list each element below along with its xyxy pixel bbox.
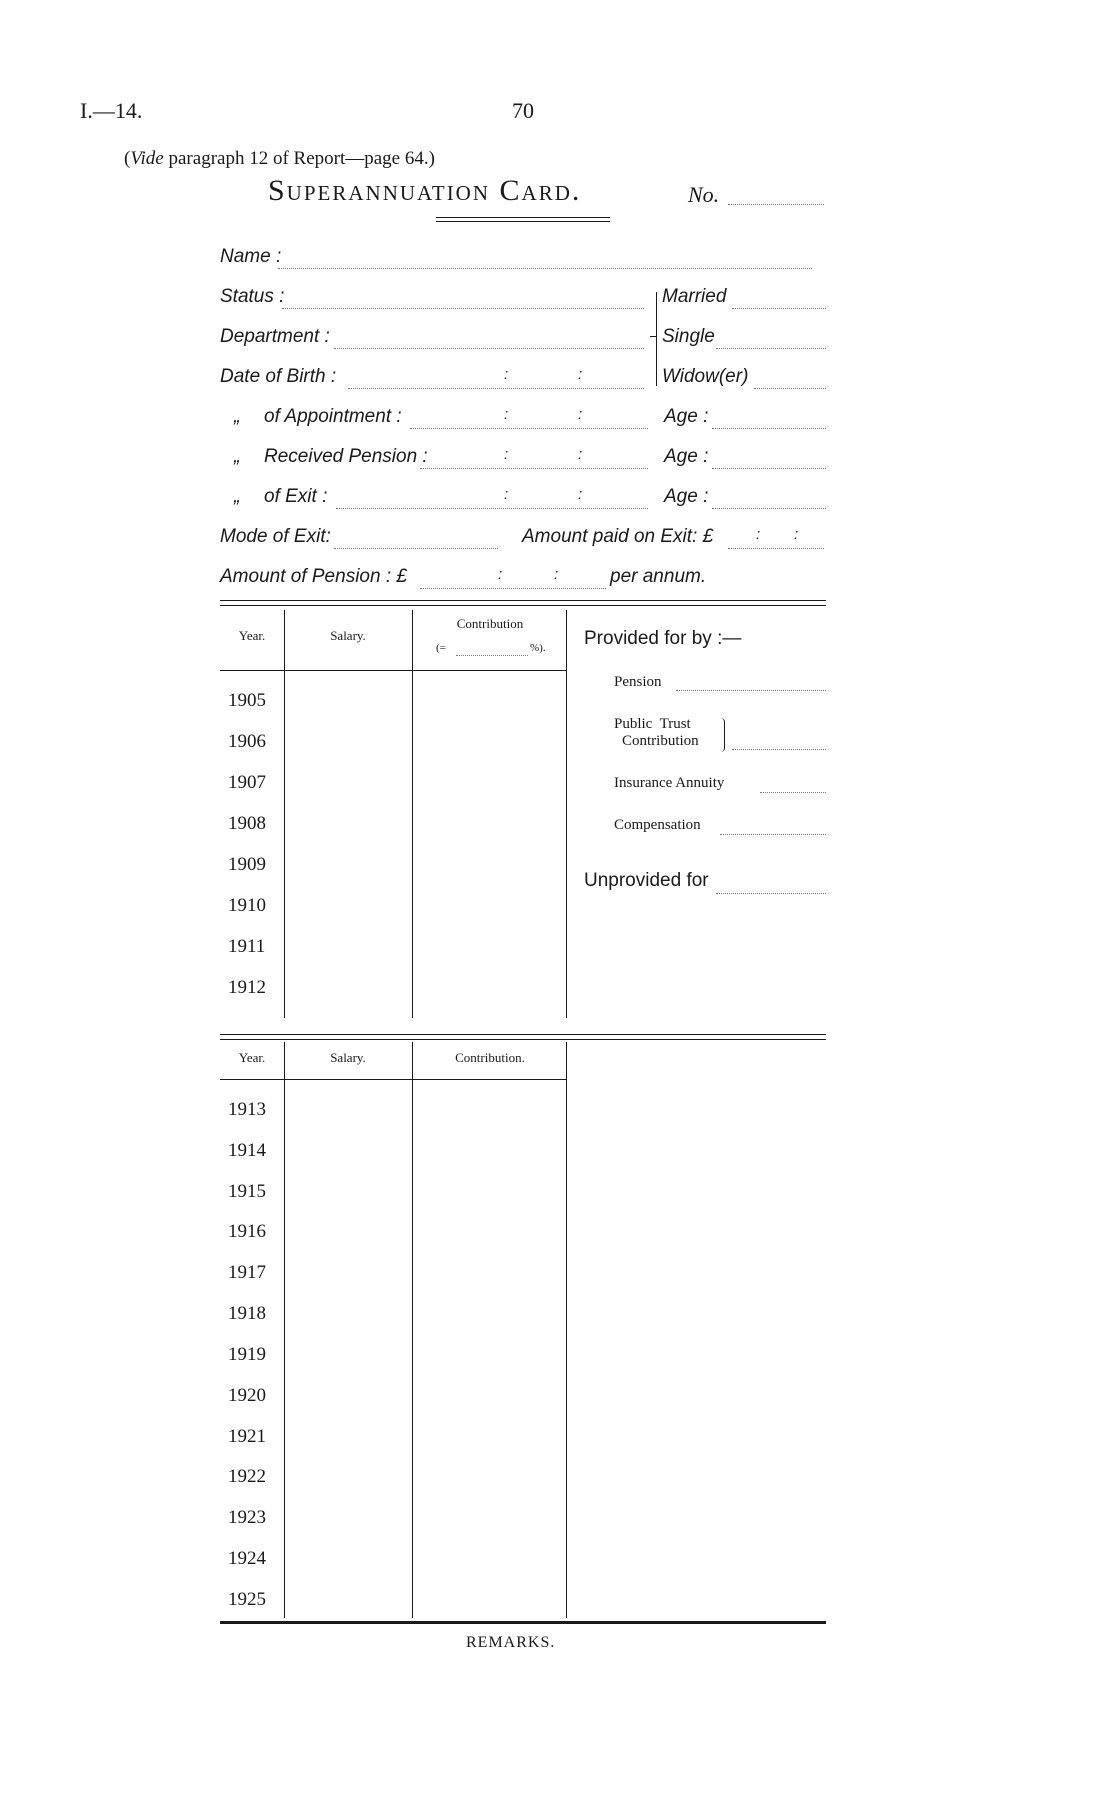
public-trust-label-2: Contribution [622, 733, 699, 749]
table2-salary-header: Salary. [330, 1050, 366, 1065]
vide-open: ( [124, 148, 131, 169]
pension-dots [676, 690, 826, 691]
appointment-label: of Appointment : [264, 406, 402, 427]
table2-year-header: Year. [238, 1050, 266, 1065]
table1-salary-header: Salary. [330, 628, 366, 643]
table2-year: 1924 [228, 1548, 266, 1569]
status-dots [282, 308, 644, 309]
table1-top-rule-2 [220, 605, 826, 606]
table1-year: 1907 [228, 772, 266, 793]
per-annum-label: per annum. [610, 566, 707, 587]
table2-year: 1925 [228, 1589, 266, 1610]
widow-label: Widow(er) [662, 366, 749, 387]
married-label: Married [662, 286, 727, 307]
compensation-label: Compensation [614, 817, 701, 833]
unprovided-for-label: Unprovided for [584, 870, 709, 891]
pension-age-dots [712, 468, 826, 469]
title-rule-2 [436, 221, 610, 222]
insurance-annuity-label: Insurance Annuity [614, 775, 725, 791]
appointment-dots [410, 428, 648, 429]
table1-header-rule [220, 670, 566, 671]
amount-of-pension-dots [420, 588, 606, 589]
table2-year: 1913 [228, 1099, 266, 1120]
name-label: Name : [220, 246, 282, 267]
public-trust-dots [732, 749, 826, 750]
name-dots [278, 268, 812, 269]
table1-year: 1910 [228, 895, 266, 916]
received-pension-dots [420, 468, 648, 469]
appointment-age-label: Age : [664, 406, 709, 427]
pension-colon-2: : [578, 446, 583, 463]
received-pension-label: Received Pension : [264, 446, 428, 467]
single-dots [716, 348, 826, 349]
of-exit-label: of Exit : [264, 486, 328, 507]
amount-paid-dots [728, 548, 824, 549]
amount-of-pension-label: Amount of Pension : £ [220, 566, 407, 587]
of-exit-dots [336, 508, 648, 509]
page-reference: I.—14. [80, 98, 143, 123]
card-number-dots [728, 204, 824, 205]
table1-year: 1909 [228, 854, 266, 875]
widow-dots [754, 388, 826, 389]
table1-year: 1908 [228, 813, 266, 834]
table2-year: 1920 [228, 1385, 266, 1406]
table1-contribution-rate-open: (= [436, 642, 446, 654]
paid-colon-2: : [794, 526, 799, 543]
department-label: Department : [220, 326, 330, 347]
vide-note [124, 148, 435, 170]
vide-word: Vide [130, 148, 164, 169]
table2-year: 1915 [228, 1181, 266, 1202]
table1-year: 1906 [228, 731, 266, 752]
table1-col-1 [284, 610, 285, 1018]
remarks-heading: REMARKS. [466, 1634, 556, 1651]
paid-colon-1: : [756, 526, 761, 543]
table2-year: 1914 [228, 1140, 266, 1161]
table2-year: 1918 [228, 1303, 266, 1324]
amount-pension-colon-1: : [498, 566, 503, 583]
exit-colon-1: : [504, 486, 509, 503]
ditto-pension: „ [234, 446, 241, 467]
pension-label: Pension [614, 674, 662, 690]
single-label: Single [662, 326, 715, 347]
table1-col-2 [412, 610, 413, 1018]
table2-top-rule-1 [220, 1034, 826, 1035]
marital-brace-tick [650, 336, 657, 337]
ditto-appointment: „ [234, 406, 241, 427]
table1-col-3 [566, 610, 567, 1018]
table2-top-rule-2 [220, 1039, 826, 1040]
amount-paid-on-exit-label: Amount paid on Exit: £ [522, 526, 714, 547]
vide-rest: paragraph 12 of Report—page 64.) [163, 148, 435, 169]
mode-of-exit-label: Mode of Exit: [220, 526, 331, 547]
unprovided-for-dots [716, 893, 826, 894]
date-of-birth-dots [348, 388, 644, 389]
table2-col-1 [284, 1042, 285, 1618]
appointment-colon-2: : [578, 406, 583, 423]
compensation-dots [720, 834, 826, 835]
appointment-age-dots [712, 428, 826, 429]
table2-header-rule [220, 1079, 566, 1080]
table2-year: 1921 [228, 1426, 266, 1447]
provided-for-title: Provided for by :— [584, 628, 742, 649]
insurance-annuity-dots [760, 792, 826, 793]
appointment-colon-1: : [504, 406, 509, 423]
public-trust-brace [721, 718, 725, 752]
ditto-exit: „ [234, 486, 241, 507]
public-trust-label-1: Public Trust [614, 716, 691, 732]
page-title: Superannuation Card. [268, 174, 582, 207]
amount-pension-colon-2: : [554, 566, 559, 583]
table1-top-rule-1 [220, 600, 826, 601]
mode-of-exit-dots [334, 548, 498, 549]
title-rule-1 [436, 217, 610, 218]
table2-year: 1916 [228, 1221, 266, 1242]
exit-colon-2: : [578, 486, 583, 503]
table1-year: 1911 [228, 936, 266, 957]
table2-bottom-rule [220, 1621, 826, 1624]
department-dots [334, 348, 644, 349]
pension-colon-1: : [504, 446, 509, 463]
page-number: 70 [512, 98, 534, 123]
dob-colon-2: : [578, 366, 583, 383]
table2-year: 1923 [228, 1507, 266, 1528]
table1-contribution-header: Contribution [456, 616, 524, 631]
dob-colon-1: : [504, 366, 509, 383]
table2-year: 1922 [228, 1466, 266, 1487]
card-number-label: No. [688, 182, 720, 207]
pension-age-label: Age : [664, 446, 709, 467]
table1-year-header: Year. [238, 628, 266, 643]
status-label: Status : [220, 286, 285, 307]
table2-col-3 [566, 1042, 567, 1618]
date-of-birth-label: Date of Birth : [220, 366, 337, 387]
table1-year: 1912 [228, 977, 266, 998]
table1-year: 1905 [228, 690, 266, 711]
table1-contribution-rate-dots [456, 655, 528, 656]
marital-brace [656, 292, 657, 386]
exit-age-dots [712, 508, 826, 509]
table2-year: 1919 [228, 1344, 266, 1365]
table2-col-2 [412, 1042, 413, 1618]
exit-age-label: Age : [664, 486, 709, 507]
table2-contribution-header: Contribution. [455, 1050, 525, 1065]
table2-year: 1917 [228, 1262, 266, 1283]
table1-contribution-rate-close: %). [530, 642, 546, 654]
married-dots [732, 308, 826, 309]
